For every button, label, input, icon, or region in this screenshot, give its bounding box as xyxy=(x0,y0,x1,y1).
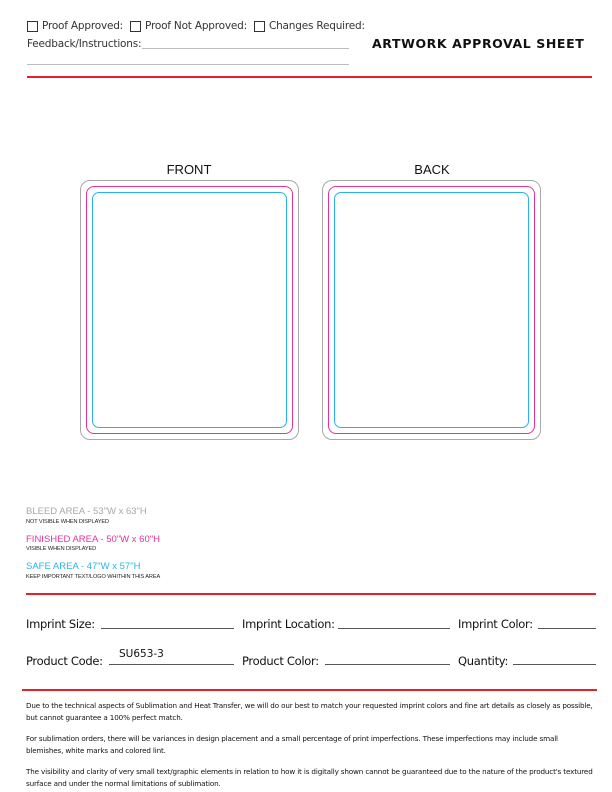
changes-required-checkbox[interactable] xyxy=(254,21,265,32)
changes-required-option[interactable] xyxy=(254,20,365,32)
approval-checkboxes xyxy=(27,20,372,32)
safe-area-title: SAFE AREA - 47"W x 57"H xyxy=(26,561,141,572)
imprint-color-input[interactable] xyxy=(538,628,596,629)
proof-approved-checkbox[interactable] xyxy=(27,21,38,32)
back-safe-area[interactable] xyxy=(334,192,529,428)
feedback-input-line-2[interactable] xyxy=(27,64,349,65)
disclaimer-paragraph-3: The visibility and clarity of very small text/graphic elements in relation to how it is digitally shown cannot be guaranteed due to the nature of the product's textured surface and under the normal limitations of sublimation. xyxy=(26,767,593,788)
product-color-input[interactable] xyxy=(325,664,450,665)
proof-approved-label: Proof Approved: xyxy=(42,20,124,32)
front-safe-area[interactable] xyxy=(92,192,287,428)
imprint-color-label: Imprint Color: xyxy=(458,617,533,631)
quantity-input[interactable] xyxy=(513,664,596,665)
product-code-input[interactable] xyxy=(109,664,234,665)
product-code-value: SU653-3 xyxy=(119,648,164,660)
feedback-label: Feedback/Instructions: xyxy=(27,38,142,50)
finished-area-note: VISIBLE WHEN DISPLAYED xyxy=(26,546,97,552)
imprint-location-input[interactable] xyxy=(338,628,450,629)
back-label: BACK xyxy=(414,162,450,177)
quantity-label: Quantity: xyxy=(458,654,509,668)
proof-not-approved-checkbox[interactable] xyxy=(130,21,141,32)
header-divider xyxy=(27,76,592,78)
proof-not-approved-option[interactable] xyxy=(130,20,247,32)
imprint-size-input[interactable] xyxy=(101,628,234,629)
proof-approved-option[interactable] xyxy=(27,20,123,32)
changes-required-label: Changes Required: xyxy=(268,20,365,32)
disclaimer-paragraph-2: For sublimation orders, there will be variances in design placement and a small percentage of print imperfections. These imperfections may include small blemishes, white marks and colored lint. xyxy=(26,734,558,755)
disclaimer-divider xyxy=(22,689,597,691)
finished-area-title: FINISHED AREA - 50"W x 60"H xyxy=(26,534,160,545)
imprint-size-label: Imprint Size: xyxy=(26,617,95,631)
imprint-location-label: Imprint Location: xyxy=(242,617,335,631)
feedback-input-line-1[interactable] xyxy=(142,48,349,49)
safe-area-note: KEEP IMPORTANT TEXT/LOGO WHITHIN THIS AREA xyxy=(26,574,161,580)
product-code-label: Product Code: xyxy=(26,654,103,668)
front-label: FRONT xyxy=(166,162,212,177)
proof-not-approved-label: Proof Not Approved: xyxy=(145,20,247,32)
product-color-label: Product Color: xyxy=(242,654,319,668)
bleed-area-note: NOT VISIBLE WHEN DISPLAYED xyxy=(26,519,109,525)
disclaimer-paragraph-1: Due to the technical aspects of Sublimation and Heat Transfer, we will do our best to match your requested imprint colors and fine art details as closely as possible, but cannot guarantee a 100% perfect match. xyxy=(26,701,593,722)
legend-divider xyxy=(26,593,596,595)
bleed-area-title: BLEED AREA - 53"W x 63"H xyxy=(26,506,147,517)
page-title: ARTWORK APPROVAL SHEET xyxy=(372,36,585,51)
